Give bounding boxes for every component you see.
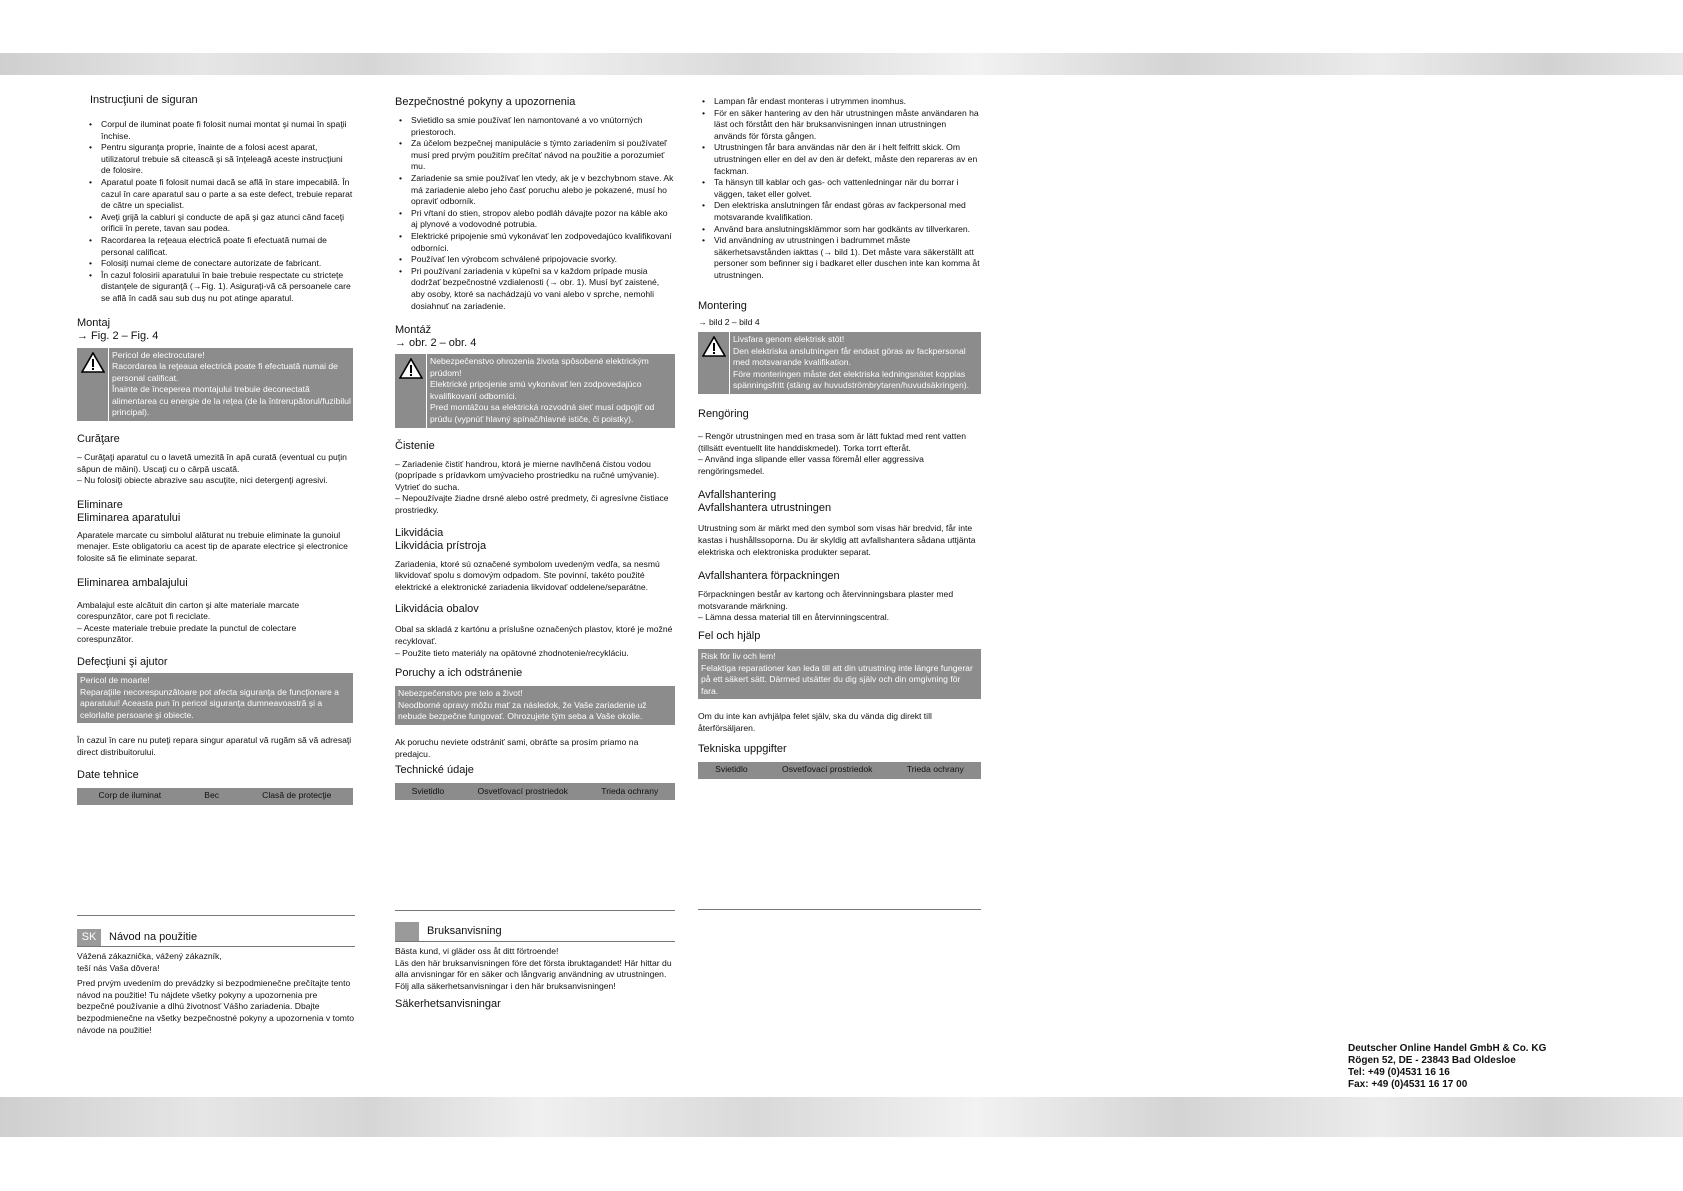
sv-manual-next-title: Säkerhetsanvisningar (395, 998, 501, 1011)
sv-safety-list (698, 96, 981, 282)
sk-dispose-sub: Likvidácia prístroja (395, 539, 487, 552)
list-item: • Za účelom bezpečnej manipulácie s týmto zariadením si používateľ musí pred prvým použitím prečítať návod na použitie a porozumieť mu. (395, 138, 675, 173)
warning-triangle-icon (77, 348, 108, 422)
list-item: • Racordarea la reţeaua electrică poate fi efectuată numai de personal calificat. (85, 235, 353, 258)
list-item: • Používať len výrobcom schválené pripojovacie svorky. (395, 254, 675, 266)
sk-fault-text: Ak poruchu neviete odstrániť sami, obráťte sa prosím priamo na predajcu. (395, 736, 639, 759)
sk-pack-title: Likvidácia obalov (395, 603, 479, 616)
list-item: – Rengör utrustningen med en trasa som är lätt fuktad med rent vatten (tillsätt eventuellt lite handdiskmedel). Torka torrt efteråt. (698, 431, 966, 453)
list-item: • Folosiţi numai cleme de conectare autorizate de fabricant. (85, 258, 353, 270)
sk-fault-title: Poruchy a ich odstránenie (395, 667, 523, 680)
language-badge: SK (77, 929, 101, 946)
ro-dispose-sub: Eliminarea aparatului (77, 511, 181, 524)
warning-line: Racordarea la reţeaua electrică poate fi efectuată numai de personal calificat. (112, 361, 338, 383)
table-header-cell: Trieda ochrany (601, 785, 659, 796)
sk-manual-greeting2: teší nás Vaša dôvera! (77, 962, 160, 973)
sv-dispose-title: Avfallshantering (698, 489, 777, 502)
sv-pack-text: Förpackningen består av kartong och återvinningsbara plaster med motsvarande märkning. (698, 589, 954, 611)
sk-manual-text: Pred prvým uvedením do prevádzky si bezpodmienečne prečítajte tento návod na použitie! Tu nájdete všetky pokyny a upozornenia pre bezpečné používanie a dlhú životnosť Vášho zariadenia. Dbajte bezpodmienečne na všetky bezpečnostné pokyny a upozornenia v tomto návode na použitie! (77, 978, 355, 1035)
divider (698, 909, 981, 910)
divider (77, 915, 355, 916)
list-item: • Vid användning av utrustningen i badrummet måste säkerhetsavstånden iakttas (→ bild 1). Det måste vara säkerställt att personer som befinner sig i badkaret eller duschen inte kan komma åt utrustningen. (698, 235, 981, 281)
sk-fault-box (395, 686, 675, 725)
sv-warning-box (698, 332, 981, 394)
ro-tech-title: Date tehnice (77, 768, 139, 781)
company-tel: Tel: +49 (0)4531 16 16 (1348, 1067, 1450, 1078)
column-romanian (77, 94, 353, 805)
list-item: • Ta hänsyn till kablar och gas- och vattenledningar när du borrar i väggen, taket eller golvet. (698, 177, 981, 200)
ro-safety-list (77, 119, 353, 305)
warning-line: Livsfara genom elektrisk stöt! (733, 334, 845, 345)
list-item: • Använd bara anslutningsklämmor som har godkänts av tillverkaren. (698, 224, 981, 236)
sv-tech-title: Tekniska uppgifter (698, 742, 787, 755)
table-header-cell: Corp de iluminat (98, 790, 162, 801)
sk-dispose-text: Zariadenia, ktoré sú označené symbolom uvedeným vedľa, sa nesmú likvidovať spolu s domovým odpadom. Ste povinní, takéto použité elektrické a elektronické zariadenia likvidovať oddelene/separátne. (395, 558, 660, 592)
sk-manual-greeting: Vážená zákaznička, vážený zákazník, (77, 951, 222, 961)
list-item: • Utrustningen får bara användas när den är i helt felfritt skick. Om utrustningen eller en del av den är defekt, måste den repareras av en fackman. (698, 142, 981, 177)
company-info (1348, 1043, 1546, 1091)
table-header-cell: Trieda ochrany (906, 764, 964, 775)
sk-montaz-ref: → obr. 2 – obr. 4 (395, 337, 477, 350)
table-header-cell: Bec (204, 790, 220, 801)
warning-line: Reparaţiile necorespunzătoare pot afecta siguranţa de funcţionare a aparatului! Aceasta pun în pericol siguranţa dumneavoastră şi a celorlalte persoane şi obiecte. (80, 686, 339, 720)
ro-safety-title: Instrucţiuni de siguran (90, 94, 198, 106)
column-swedish (698, 96, 981, 779)
ro-pack-title: Eliminarea ambalajului (77, 576, 188, 589)
list-item: – Curăţaţi aparatul cu o lavetă umezită în apă curată (eventual cu puţin săpun de mâini). Uscaţi cu o cârpă uscată. (77, 452, 347, 474)
table-header-cell: Osvetľovací prostriedok (782, 764, 873, 775)
list-item: – Lämna dessa material till en återvinningscentral. (698, 612, 890, 623)
ro-pack-text: Ambalajul este alcătuit din carton şi alte materiale marcate corespunzător, care pot fi reciclate. (77, 599, 300, 622)
divider (395, 910, 675, 911)
warning-line: Pred montážou sa elektrická rozvodná sieť musí odpojiť od prúdu (vypnúť hlavný spínač/hlavné ističe, či poistky). (430, 402, 655, 425)
sv-dispose-text: Utrustning som är märkt med den symbol som visas här bredvid, får inte kastas i hushållssoporna. Du är skyldig att avfallshantera sådana uttjänta elektriska och elektroniska produkter separat. (698, 523, 976, 557)
warning-line: Nebezpečenstvo ohrozenia života spôsobené elektrickým prúdom! (430, 356, 649, 378)
warning-line: Felaktiga reparationer kan leda till att din utrustning inte längre fungerar på ett säkert sätt. Därmed utsätter du dig själv och din omgivning för fara. (701, 662, 973, 696)
ro-montaj-title: Montaj (77, 316, 111, 329)
list-item: • Corpul de iluminat poate fi folosit numai montat şi numai în spaţii închise. (85, 119, 353, 142)
warning-line: Före monteringen måste det elektriska ledningsnätet kopplas spänningsfritt (stäng av huvudströmbrytaren/huvudsäkringen). (733, 368, 969, 391)
sk-pack-text: Obal sa skladá z kartónu a príslušne označených plastov, ktoré je možné recyklovať. (395, 624, 673, 646)
sv-pack-title: Avfallshantera förpackningen (698, 570, 840, 583)
ro-dispose-title: Eliminare (77, 498, 123, 511)
warning-line: Nebezpečenstvo pre telo a život! (398, 688, 523, 699)
sv-manual-greeting: Bästa kund, vi gläder oss åt ditt förtroende! (395, 946, 559, 956)
top-decor-band (0, 53, 1683, 75)
warning-line: Risk för liv och lem! (701, 651, 776, 661)
sv-montering-title: Montering (698, 299, 747, 312)
list-item: – Zariadenie čistiť handrou, ktorá je mierne navlhčená čistou vodou (poprípade s prídavkom umývacieho prostriedku na ručné umývanie). Vytrieť do sucha. (395, 458, 660, 492)
list-item: • Lampan får endast monteras i utrymmen inomhus. (698, 96, 981, 108)
list-item: • Aveţi grijă la cabluri şi conducte de apă şi gaz atunci când faceţi orificii în perete, tavan sau podea. (85, 212, 353, 235)
sk-manual-intro (77, 929, 355, 1036)
column-slovak (395, 96, 675, 800)
sv-montering-ref: → bild 2 – bild 4 (698, 316, 760, 327)
warning-triangle-icon (395, 354, 426, 428)
warning-line: Elektrické pripojenie smú vykonávať len zodpovedajúco kvalifikovaní odborníci. (430, 379, 642, 401)
list-item: – Nepoužívajte žiadne drsné alebo ostré predmety, či agresívne čistiace prostriedky. (395, 493, 669, 516)
sk-manual-title: Návod na použitie (109, 930, 198, 943)
sv-dispose-sub: Avfallshantera utrustningen (698, 502, 832, 515)
table-header-cell: Svietidlo (715, 764, 748, 775)
sk-safety-list (395, 115, 675, 312)
ro-fault-box (77, 673, 353, 723)
ro-fault-text: În cazul în care nu puteţi repara singur aparatul vă rugăm să vă adresaţi direct distribuitorului. (77, 735, 352, 757)
list-item: • Aparatul poate fi folosit numai dacă se află în stare impecabilă. În cazul în care aparatul sau o parte a sa este defect, trebuie reparat de către un specialist. (85, 177, 353, 212)
ro-montaj-ref: → Fig. 2 – Fig. 4 (77, 329, 159, 342)
ro-warning-box (77, 348, 353, 422)
list-item: – Nu folosiţi obiecte abrazive sau ascuţite, nici detergenţi agresivi. (77, 475, 328, 486)
list-item: • Pri používaní zariadenia v kúpeľni sa v každom prípade musia dodržať bezpečnostné vzdialenosti (→ obr. 1). Musí byť zaistené, aby osoby, ktoré sa nachádzajú vo vani alebo v sprche, nemohli dosiahnuť na zariadenie. (395, 266, 675, 312)
ro-dispose-text: Aparatele marcate cu simbolul alăturat nu trebuie eliminate la gunoiul menajer. Este obligatoriu ca acest tip de aparate electrice şi electronice folosite să fie eliminate separat. (77, 529, 348, 564)
company-address: Rögen 52, DE - 23843 Bad Oldesloe (1348, 1055, 1516, 1066)
sk-tech-table-header (395, 783, 675, 800)
language-badge (395, 922, 419, 941)
sv-fault-text: Om du inte kan avhjälpa felet själv, ska du vända dig direkt till återförsäljaren. (698, 711, 932, 733)
list-item: • Den elektriska anslutningen får endast göras av fackpersonal med motsvarande kvalifikation. (698, 200, 981, 223)
sv-tech-table-header (698, 762, 981, 779)
ro-fault-title: Defecţiuni şi ajutor (77, 656, 168, 668)
warning-triangle-icon (698, 332, 729, 394)
list-item: • Pentru siguranţa proprie, înainte de a folosi acest aparat, utilizatorul trebuie să citească şi să înţeleagă aceste instrucţiuni de folosire. (85, 142, 353, 177)
warning-line: Pericol de electrocutare! (112, 349, 205, 360)
warning-line: Înainte de începerea montajului trebuie deconectată alimentarea cu energie de la reţea (de la întrerupătorul/fuzibilul principal). (112, 384, 351, 418)
list-item: • În cazul folosirii aparatului în baie trebuie respectate cu stricteţe distanţele de siguranţă (→Fig. 1). Asiguraţi-vă că persoanele care se află în cadă sau sub duş nu pot atinge aparatul. (85, 270, 353, 305)
sk-dispose-title: Likvidácia (395, 526, 444, 539)
bottom-decor-band (0, 1097, 1683, 1137)
sv-manual-intro (395, 922, 675, 1011)
ro-clean-title: Curăţare (77, 433, 120, 446)
sk-montaz-title: Montáž (395, 324, 432, 337)
sk-clean-title: Čistenie (395, 439, 435, 452)
list-item: • För en säker hantering av den här utrustningen måste användaren ha läst och förstått den här bruksanvisningen innan utrustningen används för första gången. (698, 108, 981, 143)
sv-fault-box (698, 649, 981, 699)
sv-fault-title: Fel och hjälp (698, 630, 761, 642)
list-item: – Använd inga slipande eller vassa föremål eller aggressiva rengöringsmedel. (698, 454, 924, 476)
list-item: – Aceste materiale trebuie predate la punctul de colectare corespunzător. (77, 622, 297, 645)
sv-clean-title: Rengöring (698, 408, 749, 421)
table-header-cell: Clasă de protecţie (262, 790, 332, 801)
table-header-cell: Osvetľovací prostriedok (477, 785, 568, 796)
sk-safety-title: Bezpečnostné pokyny a upozornenia (395, 96, 576, 108)
list-item: • Svietidlo sa smie používať len namontované a vo vnútorných priestoroch. (395, 115, 675, 138)
sv-manual-title: Bruksanvisning (427, 924, 502, 937)
warning-line: Den elektriska anslutningen får endast göras av fackpersonal med motsvarande kvalifikation. (733, 345, 966, 368)
list-item: • Elektrické pripojenie smú vykonávať len zodpovedajúco kvalifikovaní odborníci. (395, 231, 675, 254)
company-name: Deutscher Online Handel GmbH & Co. KG (1348, 1043, 1547, 1054)
table-header-cell: Svietidlo (411, 785, 445, 796)
company-fax: Fax: +49 (0)4531 16 17 00 (1348, 1079, 1468, 1090)
warning-line: Pericol de moarte! (80, 675, 150, 685)
sv-manual-text: Läs den här bruksanvisningen före det första ibruktagandet! Här hittar du alla anvisningar för en säker och långvarig användning av utrustningen. Följ alla säkerhetsanvisningar i den här bruksanvisningen! (395, 957, 672, 991)
sk-warning-box (395, 354, 675, 428)
list-item: – Použite tieto materiály na opätovné zhodnotenie/recykláciu. (395, 647, 629, 658)
ro-tech-table-header (77, 788, 353, 805)
list-item: • Zariadenie sa smie používať len vtedy, ak je v bezchybnom stave. Ak má zariadenie alebo jeho časť poruchu alebo je pokazené, musí ho opraviť odborník. (395, 173, 675, 208)
sk-tech-title: Technické údaje (395, 764, 474, 777)
list-item: • Pri vŕtaní do stien, stropov alebo podláh dávajte pozor na káble ako aj plynové a vodovodné potrubia. (395, 208, 675, 231)
warning-line: Neodborné opravy môžu mať za následok, že Vaše zariadenie už nebude bezpečne fungovať. Ohrozujete tým seba a Vaše okolie. (398, 699, 647, 722)
